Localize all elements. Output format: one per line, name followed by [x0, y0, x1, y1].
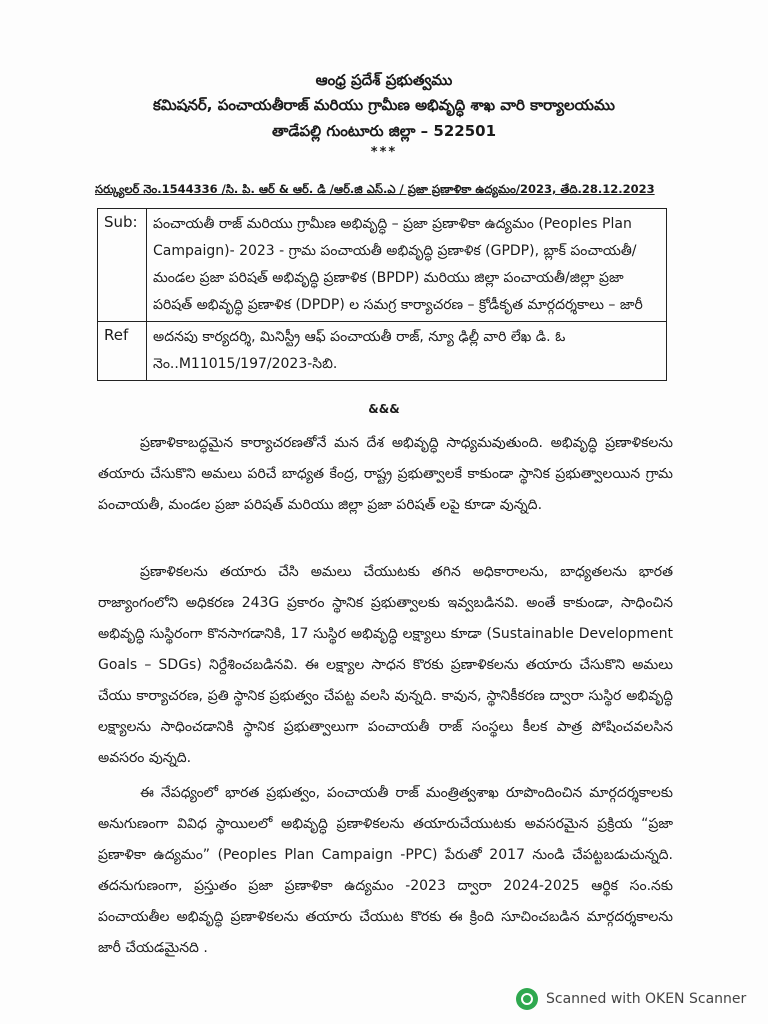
- office-title: కమిషనర్, పంచాయతీరాజ్ మరియు గ్రామీణ అభివృద్ధి శాఖ వారి కార్యాలయము: [152, 96, 616, 114]
- header-stars: ***: [370, 145, 398, 160]
- section-separator: &&&: [368, 402, 400, 416]
- scanner-watermark: [516, 988, 746, 1010]
- subject-row: [98, 209, 667, 322]
- government-title: ఆంధ్ర ప్రదేశ్ ప్రభుత్వము: [315, 71, 453, 89]
- reference-text: అదనపు కార్యదర్శి, మినిస్ట్రీ ఆఫ్ పంచాయతీ రాజ్, న్యూ ఢిల్లీ వారి లేఖ డి. ఓ నెం..M11015/197/2023-సిబి.: [147, 322, 667, 381]
- subject-reference-table: [97, 208, 667, 381]
- reference-row: [98, 322, 667, 381]
- circular-reference-line: సర్క్యులర్ నెం.1544336 /సి. పి. ఆర్ & ఆర్. డి /ఆర్.జి ఎస్.ఎ / ప్రజా ప్రణాళికా ఉద్యమం/2023, తేది.28.12.2023: [95, 182, 655, 196]
- paragraph-1-text: ప్రణాళికాబద్ధమైన కార్యాచరణతోనే మన దేశ అభివృద్ధి సాధ్యమవుతుంది. అభివృద్ధి ప్రణాళికలను తయారు చేసుకొని అమలు పరిచే బాధ్యత కేంద్ర, రాష్ట్ర ప్రభుత్వాలకే కాకుండా స్థానిక ప్రభుత్వాలయిన గ్రామ పంచాయతీ, మండల ప్రజా పరిషత్ మరియు జిల్లా ప్రజా పరిషత్ లపై కూడా వున్నది.: [98, 435, 673, 513]
- paragraph-3-text: ఈ నేపధ్యంలో భారత ప్రభుత్వం, పంచాయతీ రాజ్ మంత్రిత్వశాఖ రూపొందించిన మార్గదర్శకాలకు అనుగుణంగా వివిధ స్థాయిలలో అభివృద్ధి ప్రణాళికలను తయారుచేయుటకు అవసరమైన ప్రక్రియ “ప్రజా ప్రణాళికా ఉద్యమం” (Peoples Plan Campaign -PPC) పేరుతో 2017 నుండి చేపట్టబడుచున్నది. తదనుగుణంగా, ప్రస్తుతం ప్రజా ప్రణాళికా ఉద్యమం -2023 ద్వారా 2024-2025 ఆర్థిక సం.నకు పంచాయతీల అభివృద్ధి ప్రణాళికలను తయారు చేయుట కొరకు ఈ క్రింది సూచించబడిన మార్గదర్శకాలను జారీ చేయడమైనది .: [98, 785, 673, 956]
- oken-scanner-logo-icon: [516, 988, 538, 1010]
- paragraph-1: [98, 428, 673, 521]
- scanner-watermark-text: Scanned with OKEN Scanner: [546, 991, 747, 1007]
- letterhead: [0, 68, 768, 162]
- reference-label: Ref: [98, 322, 147, 381]
- subject-text: పంచాయతీ రాజ్ మరియు గ్రామీణ అభివృద్ధి – ప్రజా ప్రణాళికా ఉద్యమం (Peoples Plan Campaign)- 2023 - గ్రామ పంచాయతీ అభివృద్ధి ప్రణాళిక (GPDP), బ్లాక్ పంచాయతీ/ మండల ప్రజా పరిషత్ అభివృద్ధి ప్రణాళిక (BPDP) మరియు జిల్లా పంచాయతీ/జిల్లా ప్రజా పరిషత్ అభివృద్ధి ప్రణాళిక (DPDP) ల సమగ్ర కార్యాచరణ – క్రోడీకృత మార్గదర్శకాలు – జారీ: [147, 209, 667, 322]
- subject-label: Sub:: [98, 209, 147, 322]
- paragraph-3: [98, 778, 673, 964]
- paragraph-2: [98, 557, 673, 774]
- paragraph-2-text: ప్రణాళికలను తయారు చేసి అమలు చేయుటకు తగిన అధికారాలను, బాధ్యతలను భారత రాజ్యాంగంలోని అధికరణ 243G ప్రకారం స్థానిక ప్రభుత్వాలకు ఇవ్వబడినవి. అంతే కాకుండా, సాధించిన అభివృద్ధి సుస్థిరంగా కొనసాగడానికి, 17 సుస్థిర అభివృద్ధి లక్ష్యాలు కూడా (Sustainable Development Goals – SDGs) నిర్దేశించబడినవి. ఈ లక్ష్యాల సాధన కొరకు ప్రణాళికలను తయారు చేసుకొని అమలు చేయు కార్యాచరణ, ప్రతి స్థానిక ప్రభుత్వం చేపట్ట వలసి వున్నది. కావున, స్థానికీకరణ ద్వారా సుస్థిర అభివృద్ధి లక్ష్యాలను సాధించడానికి స్థానిక ప్రభుత్వాలుగా పంచాయతీ రాజ్ సంస్థలు కీలక పాత్ర పోషించవలసిన అవసరం వున్నది.: [98, 564, 673, 766]
- office-address: తాడేపల్లి గుంటూరు జిల్లా – 522501: [271, 122, 497, 140]
